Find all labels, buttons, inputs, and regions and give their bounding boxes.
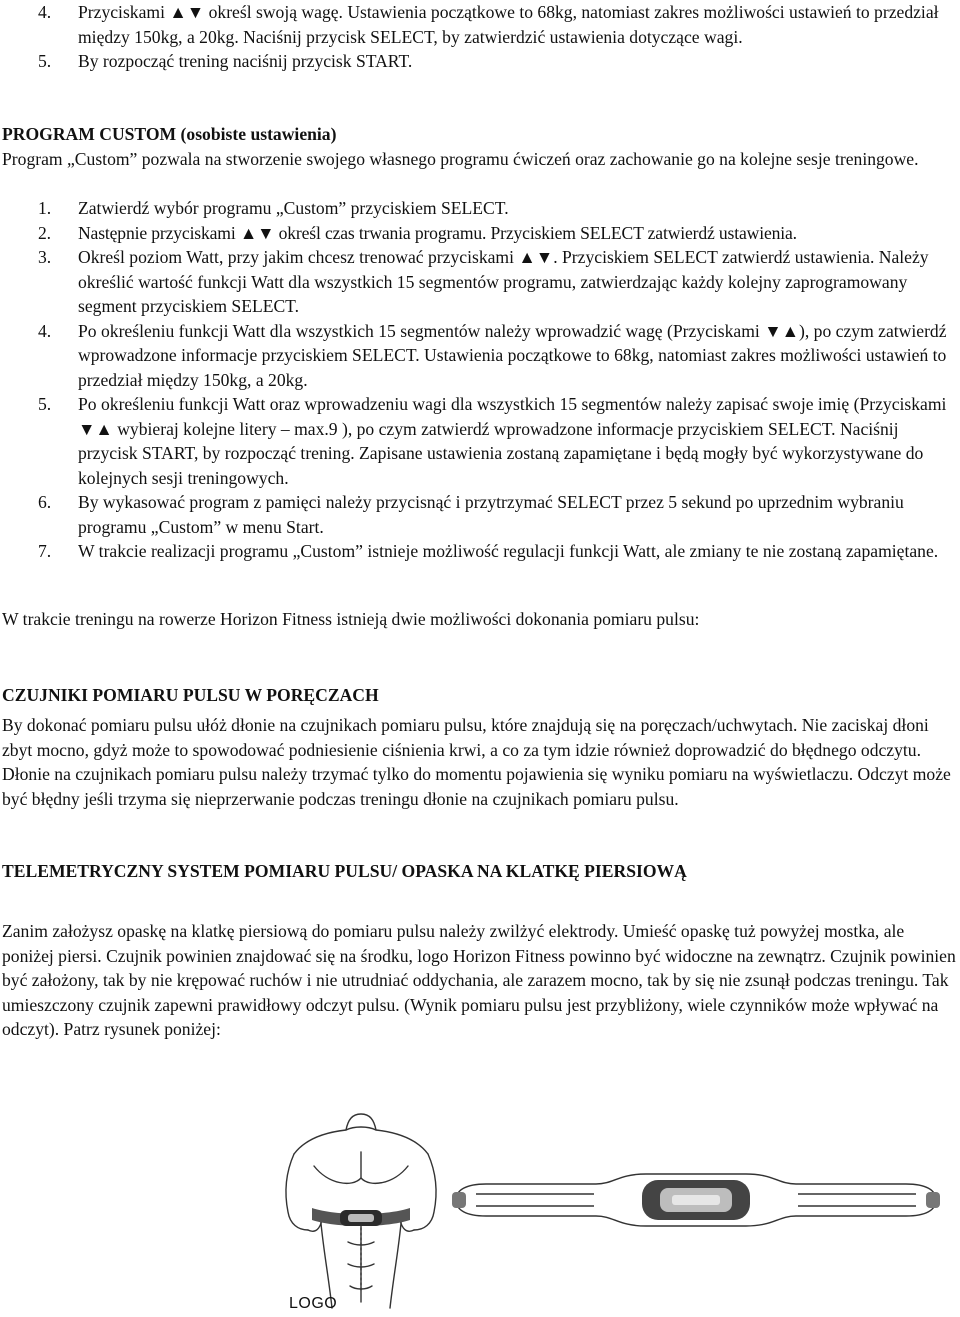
list-item — [0, 245, 960, 319]
list-item — [0, 221, 960, 246]
list-number: 5. — [38, 394, 52, 414]
section-heading-telemetry: TELEMETRYCZNY SYSTEM POMIARU PULSU/ OPASKA NA KLATKĘ PIERSIOWĄ — [2, 861, 687, 881]
logo-caption: LOGO — [289, 1295, 338, 1312]
list-number: 4. — [38, 2, 52, 22]
list-item — [0, 319, 960, 393]
section-heading-custom — [2, 122, 336, 147]
weight-steps-list — [0, 0, 960, 74]
list-number: 4. — [38, 320, 52, 341]
sensors-paragraph: By dokonać pomiaru pulsu ułóż dłonie na czujnikach pomiaru pulsu, które znajdują się na poręczach/uchwytach. Nie zaciskaj dłoni zbyt mocno, gdyż może to spowodować podniesienie ciśnienia krwi, a co za tym idzie również doprowadzić do błędnego odczytu. Dłonie na czujnikach pomiaru pulsu należy trzymać tylko do momentu pojawienia się wyniku pomiaru na wyświetlaczu. Odczyt może być błędny jeśli trzyma się nieprzerwanie podczas treningu dłonie na czujnikach pomiaru pulsu. — [2, 715, 951, 809]
list-number: 1. — [38, 198, 52, 218]
list-number: 6. — [38, 492, 52, 512]
telemetry-paragraph: Zanim założysz opaskę na klatkę piersiową do pomiaru pulsu należy zwilżyć elektrody. Umieść opaskę tuż powyżej mostka, ale poniżej piersi. Czujnik powinien znajdować się na środku, logo Horizon Fitness powinno być widoczne na zewnątrz. Czujnik powinien być założony, tak by nie krępować ruchów i nie utrudniać oddychania, ale zarazem mocno, tak by się nie zsunął podczas treningu. Tak umieszczony czujnik zapewni prawidłowy odczyt pulsu. (Wynik pomiaru pulsu jest przybliżony, wiele czynników może wpływać na odczyt). Patrz rysunek poniżej: — [2, 921, 956, 1039]
list-item — [0, 49, 960, 74]
chest-strap-band-illustration — [446, 1164, 946, 1236]
list-item — [0, 490, 960, 539]
pulse-intro: W trakcie treningu na rowerze Horizon Fitness istnieją dwie możliwości dokonania pomiaru pulsu: — [2, 609, 700, 629]
list-text: Przyciskami ▲▼ określ swoją wagę. Ustawienia początkowe to 68kg, natomiast zakres możliwości ustawień to przedział między 150kg, a 20kg. Naciśnij przycisk SELECT, by zatwierdzić ustawienia dotyczące wagi. — [78, 2, 939, 47]
list-text: Następnie przyciskami ▲▼ określ czas trwania programu. Przyciskiem SELECT zatwierdź ustawienia. — [78, 222, 797, 243]
heading-suffix: (osobiste ustawienia) — [176, 124, 337, 144]
list-number: 7. — [38, 541, 52, 561]
section-heading-sensors: CZUJNIKI POMIARU PULSU W PORĘCZACH — [2, 685, 379, 705]
list-number: 2. — [38, 222, 51, 243]
list-item — [0, 392, 960, 490]
list-text: W trakcie realizacji programu „Custom” istnieje możliwość regulacji funkcji Watt, ale zmiany te nie zostaną zapamiętane. — [78, 541, 939, 561]
list-item — [0, 196, 960, 221]
list-text: By rozpocząć trening naciśnij przycisk START. — [78, 51, 413, 71]
list-text: Po określeniu funkcji Watt oraz wprowadzeniu wagi dla wszystkich 15 segmentów należy zapisać swoje imię (Przyciskami ▼▲ wybieraj kolejne litery – max.9 ), po czym zatwierdź wprowadzone informacje przyciskiem SELECT. Naciśnij przycisk START, by rozpocząć trening. Zapisane ustawienia zostaną zapamiętane i będą mogły być wykorzystywane do kolejnych sesji treningowych. — [78, 394, 947, 488]
custom-steps-list — [0, 196, 960, 564]
heading-main: PROGRAM CUSTOM — [2, 124, 177, 144]
list-number: 3. — [38, 247, 52, 267]
torso-chest-strap-illustration — [276, 1112, 446, 1310]
list-item — [0, 0, 960, 49]
list-number: 5. — [38, 51, 52, 71]
custom-intro: Program „Custom” pozwala na stworzenie swojego własnego programu ćwiczeń oraz zachowanie go na kolejne sesje treningowe. — [2, 149, 919, 169]
list-text: Określ poziom Watt, przy jakim chcesz trenować przyciskami ▲▼. Przyciskiem SELECT zatwierdź ustawienia. Należy określić wartość funkcji Watt dla wszystkich 15 segmentów programu, zatwierdzając każdy kolejny zaprogramowany segment przyciskiem SELECT. — [78, 247, 929, 316]
strap-shape — [312, 1208, 410, 1226]
list-text: By wykasować program z pamięci należy przycisnąć i przytrzymać SELECT przez 5 sekund po uprzednim wybraniu programu „Custom” w menu Start. — [78, 492, 904, 537]
list-item — [0, 539, 960, 564]
list-text: Zatwierdź wybór programu „Custom” przyciskiem SELECT. — [78, 198, 509, 218]
list-text: Po określeniu funkcji Watt dla wszystkich 15 segmentów należy wprowadzić wagę (Przyciskami ▼▲), po czym zatwierdź wprowadzone informacje przyciskiem SELECT. Ustawienia początkowe to 68kg, natomiast zakres możliwości ustawień to przedział między 150kg, a 20kg. — [78, 320, 947, 390]
